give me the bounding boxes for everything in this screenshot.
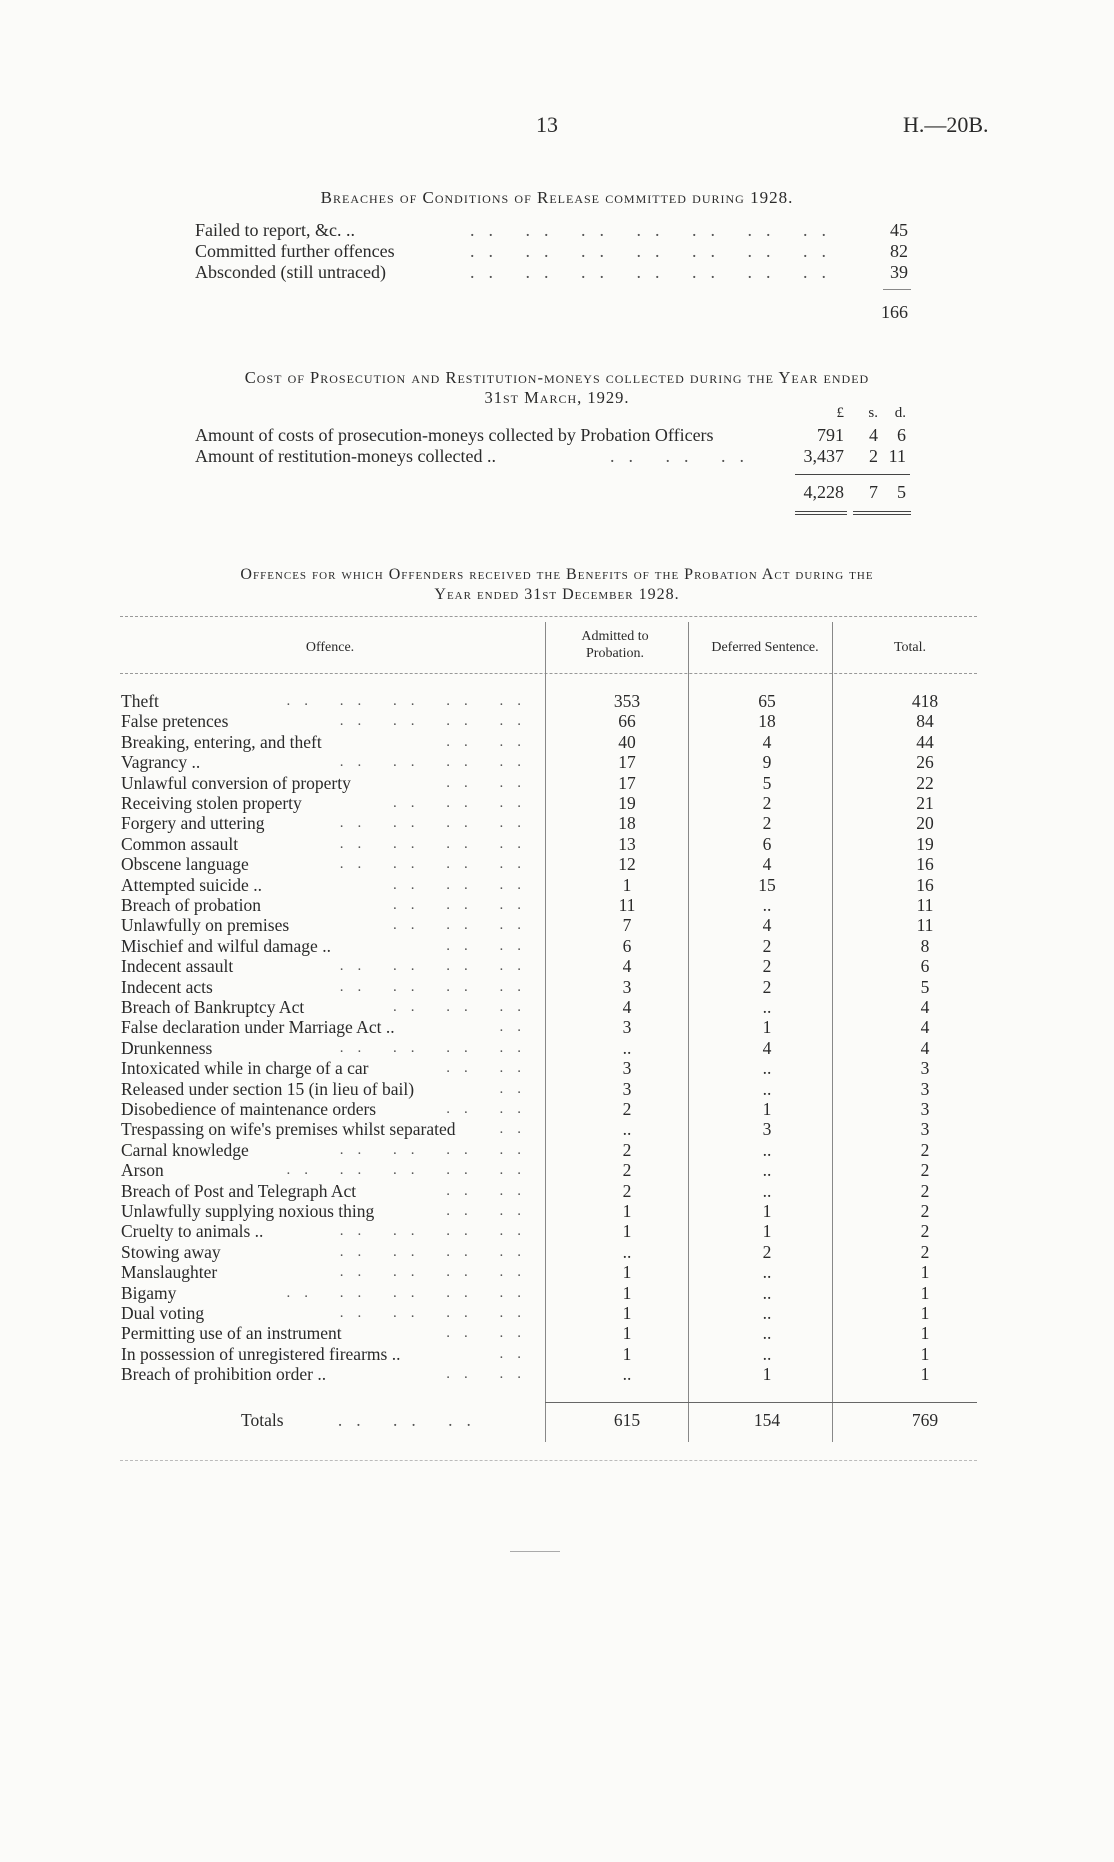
leader-dots: .. .. .. .. bbox=[339, 856, 535, 873]
offence-name: Dual voting bbox=[121, 1303, 205, 1323]
table-row bbox=[121, 1079, 941, 1099]
cost-pence: 11 bbox=[888, 446, 906, 466]
offences-title-line2: Year ended 31st December 1928. bbox=[434, 586, 680, 603]
admitted-value: 7 bbox=[622, 915, 632, 936]
table-row bbox=[121, 956, 941, 976]
deferred-value: 18 bbox=[758, 711, 776, 732]
col-header-offence: Offence. bbox=[305, 640, 355, 655]
table-row bbox=[121, 997, 941, 1017]
offence-name: Common assault bbox=[121, 833, 239, 854]
deferred-value: .. bbox=[762, 895, 772, 915]
cost-pence: 6 bbox=[897, 425, 906, 445]
leader-dots: .. .. .. .. bbox=[339, 713, 535, 730]
breaches-total-rule bbox=[883, 289, 911, 290]
leader-dots: .. .. .. .. bbox=[339, 1223, 535, 1240]
deferred-value: 1 bbox=[762, 1017, 772, 1038]
admitted-value: 66 bbox=[618, 711, 636, 732]
total-value: 4 bbox=[920, 1037, 930, 1058]
leader-dots: .. .. .. .. bbox=[339, 1264, 535, 1281]
total-value: 4 bbox=[920, 1017, 930, 1038]
leader-dots: .. .. .. bbox=[393, 999, 535, 1015]
total-value: 2 bbox=[920, 1180, 930, 1201]
costs-title-line2: 31st March, 1929. bbox=[484, 388, 630, 407]
deferred-value: .. bbox=[762, 1343, 772, 1364]
deferred-value: 3 bbox=[762, 1119, 772, 1140]
offence-name: Carnal knowledge bbox=[121, 1139, 249, 1160]
admitted-value: 3 bbox=[622, 1017, 632, 1038]
admitted-value: .. bbox=[622, 1119, 632, 1140]
offence-name: Arson bbox=[121, 1160, 164, 1181]
deferred-value: 2 bbox=[762, 976, 772, 997]
breaches-total: 166 bbox=[881, 302, 908, 322]
totals-label: Totals .. .. .. bbox=[241, 1410, 485, 1430]
leader-dots: .. .. .. .. bbox=[339, 1305, 535, 1321]
end-rule bbox=[510, 1551, 560, 1552]
table-row bbox=[121, 752, 941, 772]
table-row bbox=[121, 1344, 941, 1364]
leader-dots: .. .. .. .. bbox=[339, 958, 535, 975]
costs-total-pence: 5 bbox=[897, 482, 906, 502]
offence-name: Stowing away bbox=[121, 1241, 221, 1262]
table-row bbox=[121, 1099, 941, 1119]
admitted-value: 2 bbox=[622, 1099, 632, 1119]
admitted-value: 2 bbox=[622, 1139, 632, 1160]
deferred-value: 4 bbox=[762, 1037, 772, 1058]
leader-dots: .. .. .. .. bbox=[339, 815, 535, 832]
pounds-header: £ bbox=[836, 405, 844, 421]
costs-subtotal-rule bbox=[795, 474, 910, 475]
admitted-value: 17 bbox=[618, 772, 636, 793]
deferred-value: 2 bbox=[762, 935, 772, 956]
table-row bbox=[121, 936, 941, 956]
deferred-value: .. bbox=[762, 1160, 772, 1181]
document-reference: H.—20B. bbox=[903, 112, 989, 137]
offence-name: Drunkenness bbox=[121, 1037, 213, 1058]
total-value: 1 bbox=[920, 1364, 930, 1385]
breach-label: Absconded (still untraced) bbox=[195, 262, 386, 282]
leader-dots: .. .. bbox=[446, 774, 535, 791]
offence-name: False declaration under Marriage Act .. bbox=[121, 1017, 395, 1038]
admitted-value: 19 bbox=[618, 793, 636, 813]
total-value: 4 bbox=[920, 997, 930, 1017]
total-value: 11 bbox=[916, 895, 934, 915]
breach-label: Failed to report, &c. .. bbox=[195, 220, 355, 240]
deferred-value: 2 bbox=[762, 813, 772, 834]
admitted-value: 40 bbox=[618, 731, 636, 752]
breach-value: 82 bbox=[890, 241, 908, 261]
leader-dots: .. .. bbox=[446, 1182, 535, 1199]
offence-name: In possession of unregistered firearms .. bbox=[121, 1343, 401, 1364]
leader-dots: .. .. .. bbox=[610, 446, 758, 466]
table-row bbox=[121, 1181, 941, 1201]
deferred-value: 1 bbox=[762, 1364, 772, 1385]
breach-value: 45 bbox=[890, 220, 908, 240]
leader-dots: .. .. .. .. .. bbox=[286, 1284, 535, 1301]
total-value: 2 bbox=[920, 1221, 930, 1242]
leader-dots: .. .. .. bbox=[393, 897, 535, 913]
offence-name: Bigamy bbox=[121, 1282, 177, 1303]
offence-name: Breach of Bankruptcy Act bbox=[121, 997, 305, 1017]
totals-total: 769 bbox=[911, 1410, 939, 1430]
admitted-value: 2 bbox=[622, 1180, 632, 1201]
pence-header: d. bbox=[894, 405, 906, 421]
leader-dots: .. .. .. bbox=[393, 876, 535, 893]
totals-rule bbox=[545, 1402, 977, 1403]
table-row bbox=[121, 854, 941, 874]
leader-dots: .. bbox=[499, 1019, 535, 1036]
table-row bbox=[121, 1221, 941, 1241]
leader-dots: .. .. .. .. bbox=[339, 754, 535, 771]
total-value: 2 bbox=[920, 1201, 930, 1221]
col-header-total: Total. bbox=[893, 640, 927, 655]
table-row bbox=[121, 1262, 941, 1282]
leader-dots: .. .. bbox=[446, 733, 535, 750]
deferred-value: 5 bbox=[762, 772, 772, 793]
table-row bbox=[121, 834, 941, 854]
costs-double-rule-2b bbox=[853, 514, 911, 515]
total-value: 1 bbox=[920, 1303, 930, 1323]
leader-dots: .. .. .. .. .. .. .. bbox=[470, 241, 840, 261]
total-value: 3 bbox=[920, 1099, 930, 1119]
cost-pounds: 3,437 bbox=[803, 446, 844, 466]
offence-name: Mischief and wilful damage .. bbox=[121, 935, 331, 956]
offence-name: Breach of Post and Telegraph Act bbox=[121, 1180, 357, 1201]
leader-dots: .. .. .. .. bbox=[339, 1141, 535, 1158]
total-value: 22 bbox=[916, 772, 934, 793]
cost-label: Amount of restitution-moneys collected .. bbox=[195, 446, 496, 466]
leader-dots: .. .. .. .. .. bbox=[286, 693, 535, 709]
costs-total-shillings: 7 bbox=[869, 482, 878, 502]
table-bottom-rule bbox=[120, 1460, 977, 1461]
admitted-value: 18 bbox=[618, 813, 636, 834]
offence-name: Released under section 15 (in lieu of bail) bbox=[121, 1078, 415, 1099]
total-value: 3 bbox=[920, 1078, 930, 1099]
table-row bbox=[121, 1364, 941, 1384]
admitted-value: 1 bbox=[622, 1221, 632, 1242]
total-value: 20 bbox=[916, 813, 934, 834]
admitted-value: 17 bbox=[618, 752, 636, 773]
leader-dots: .. .. bbox=[446, 1366, 535, 1383]
deferred-value: .. bbox=[762, 1058, 772, 1079]
total-value: 16 bbox=[916, 854, 934, 875]
cost-shillings: 4 bbox=[869, 425, 878, 445]
leader-dots: .. .. .. .. bbox=[339, 978, 535, 995]
offence-name: Obscene language bbox=[121, 854, 249, 875]
breach-label: Committed further offences bbox=[195, 241, 395, 261]
leader-dots: .. .. bbox=[446, 1325, 535, 1342]
total-value: 11 bbox=[916, 915, 934, 936]
total-value: 1 bbox=[920, 1343, 930, 1364]
offence-name: Breach of prohibition order .. bbox=[121, 1364, 327, 1385]
deferred-value: .. bbox=[762, 1139, 772, 1160]
total-value: 3 bbox=[920, 1058, 930, 1079]
table-row bbox=[121, 875, 941, 895]
deferred-value: 6 bbox=[762, 833, 772, 854]
deferred-value: .. bbox=[762, 1180, 772, 1201]
breach-value: 39 bbox=[890, 262, 908, 282]
total-value: 2 bbox=[920, 1160, 930, 1181]
table-row bbox=[121, 895, 941, 915]
admitted-value: .. bbox=[622, 1241, 632, 1262]
admitted-value: 1 bbox=[622, 1343, 632, 1364]
col-header-admitted: Admitted to Probation. bbox=[581, 629, 649, 661]
offence-name: Breach of probation bbox=[121, 895, 261, 915]
table-row bbox=[121, 1323, 941, 1343]
deferred-value: 4 bbox=[762, 915, 772, 936]
offence-name: Attempted suicide .. bbox=[121, 874, 262, 895]
admitted-value: 6 bbox=[622, 935, 632, 956]
admitted-value: 1 bbox=[622, 1201, 632, 1221]
deferred-value: .. bbox=[762, 997, 772, 1017]
table-row bbox=[121, 711, 941, 731]
total-value: 44 bbox=[916, 731, 934, 752]
total-value: 6 bbox=[920, 956, 930, 977]
leader-dots: .. bbox=[499, 1345, 535, 1362]
admitted-value: 1 bbox=[622, 874, 632, 895]
admitted-value: 3 bbox=[622, 1078, 632, 1099]
admitted-value: .. bbox=[622, 1037, 632, 1058]
table-row bbox=[121, 977, 941, 997]
table-row bbox=[121, 915, 941, 935]
table-row bbox=[121, 1201, 941, 1221]
costs-double-rule-1a bbox=[795, 511, 847, 512]
table-row bbox=[121, 1160, 941, 1180]
total-value: 84 bbox=[916, 711, 934, 732]
admitted-value: 12 bbox=[618, 854, 636, 875]
offence-name: Intoxicated while in charge of a car bbox=[121, 1058, 369, 1079]
total-value: 19 bbox=[916, 833, 934, 854]
leader-dots: .. .. .. .. .. .. .. bbox=[470, 262, 840, 282]
total-value: 1 bbox=[920, 1262, 930, 1283]
deferred-value: 15 bbox=[758, 874, 776, 895]
deferred-value: 2 bbox=[762, 793, 772, 813]
table-row bbox=[121, 793, 941, 813]
admitted-value: 1 bbox=[622, 1303, 632, 1323]
totals-admitted: 615 bbox=[613, 1410, 641, 1430]
offence-name: Manslaughter bbox=[121, 1262, 218, 1283]
breaches-title: Breaches of Conditions of Release committed during 1928. bbox=[320, 188, 794, 207]
total-value: 21 bbox=[916, 793, 934, 813]
deferred-value: 4 bbox=[762, 854, 772, 875]
table-row bbox=[121, 1058, 941, 1078]
leader-dots: .. .. bbox=[446, 937, 535, 954]
total-value: 2 bbox=[920, 1139, 930, 1160]
offence-name: Trespassing on wife's premises whilst separated bbox=[121, 1119, 456, 1140]
offence-name: Unlawfully supplying noxious thing bbox=[121, 1201, 375, 1221]
table-row bbox=[121, 1038, 941, 1058]
leader-dots: .. .. .. .. .. bbox=[286, 1162, 535, 1179]
admitted-value: 13 bbox=[618, 833, 636, 854]
table-row bbox=[121, 732, 941, 752]
offence-name: False pretences bbox=[121, 711, 229, 732]
total-value: 2 bbox=[920, 1241, 930, 1262]
deferred-value: 1 bbox=[762, 1221, 772, 1242]
table-row bbox=[121, 1119, 941, 1139]
costs-double-rule-1b bbox=[795, 514, 847, 515]
offence-name: Unlawful conversion of property bbox=[121, 772, 351, 793]
offence-name: Receiving stolen property bbox=[121, 793, 302, 813]
total-value: 5 bbox=[920, 976, 930, 997]
table-top-rule bbox=[120, 616, 977, 617]
leader-dots: .. .. .. .. bbox=[339, 1039, 535, 1056]
deferred-value: 9 bbox=[762, 752, 772, 773]
total-value: 16 bbox=[916, 874, 934, 895]
offence-name: Permitting use of an instrument bbox=[121, 1323, 342, 1344]
offence-name: Theft bbox=[121, 691, 159, 711]
admitted-value: 1 bbox=[622, 1323, 632, 1344]
admitted-value: .. bbox=[622, 1364, 632, 1385]
offence-name: Unlawfully on premises bbox=[121, 915, 290, 936]
table-row bbox=[121, 813, 941, 833]
leader-dots: .. .. bbox=[446, 1060, 535, 1077]
totals-row bbox=[121, 1410, 941, 1430]
table-row bbox=[121, 1303, 941, 1323]
deferred-value: 2 bbox=[762, 956, 772, 977]
offence-name: Disobedience of maintenance orders bbox=[121, 1099, 377, 1119]
leader-dots: .. .. .. .. .. .. .. bbox=[470, 220, 840, 240]
offences-title-line1: Offences for which Offenders received the Benefits of the Probation Act during the bbox=[240, 566, 874, 583]
total-value: 1 bbox=[920, 1323, 930, 1344]
deferred-value: 65 bbox=[758, 691, 776, 711]
leader-dots: .. .. .. bbox=[393, 795, 535, 811]
leader-dots: .. bbox=[499, 1080, 535, 1097]
offence-name: Cruelty to animals .. bbox=[121, 1221, 264, 1242]
offence-name: Forgery and uttering bbox=[121, 813, 265, 834]
admitted-value: 4 bbox=[622, 997, 632, 1017]
admitted-value: 4 bbox=[622, 956, 632, 977]
costs-total-pounds: 4,228 bbox=[803, 482, 844, 502]
deferred-value: .. bbox=[762, 1323, 772, 1344]
total-value: 26 bbox=[916, 752, 934, 773]
leader-dots: .. .. bbox=[446, 1203, 535, 1219]
leader-dots: .. .. .. .. bbox=[339, 1243, 535, 1260]
admitted-value: 1 bbox=[622, 1282, 632, 1303]
costs-title-line1: Cost of Prosecution and Restitution-moneys collected during the Year ended bbox=[244, 368, 870, 387]
shillings-header: s. bbox=[868, 405, 878, 421]
table-row bbox=[121, 773, 941, 793]
cost-label: Amount of costs of prosecution-moneys collected by Probation Officers bbox=[195, 425, 714, 445]
admitted-value: 3 bbox=[622, 976, 632, 997]
costs-double-rule-2a bbox=[853, 511, 911, 512]
cost-pounds: 791 bbox=[817, 425, 844, 445]
table-row bbox=[121, 1017, 941, 1037]
total-value: 3 bbox=[920, 1119, 930, 1140]
total-value: 8 bbox=[920, 935, 930, 956]
admitted-value: 3 bbox=[622, 1058, 632, 1079]
table-row bbox=[121, 1283, 941, 1303]
totals-deferred: 154 bbox=[753, 1410, 781, 1430]
total-value: 418 bbox=[911, 691, 939, 711]
admitted-value: 1 bbox=[622, 1262, 632, 1283]
table-row bbox=[121, 1242, 941, 1262]
deferred-value: 2 bbox=[762, 1241, 772, 1262]
offence-name: Indecent assault bbox=[121, 956, 234, 977]
admitted-value: 2 bbox=[622, 1160, 632, 1181]
leader-dots: .. .. .. .. bbox=[339, 835, 535, 852]
cost-shillings: 2 bbox=[869, 446, 878, 466]
deferred-value: 1 bbox=[762, 1099, 772, 1119]
deferred-value: 4 bbox=[762, 731, 772, 752]
deferred-value: .. bbox=[762, 1282, 772, 1303]
deferred-value: 1 bbox=[762, 1201, 772, 1221]
offence-name: Breaking, entering, and theft bbox=[121, 731, 322, 752]
leader-dots: .. bbox=[499, 1121, 535, 1138]
col-header-deferred: Deferred Sentence. bbox=[711, 640, 819, 655]
leader-dots: .. .. bbox=[446, 1101, 535, 1117]
total-value: 1 bbox=[920, 1282, 930, 1303]
table-row bbox=[121, 1140, 941, 1160]
admitted-value: 11 bbox=[618, 895, 636, 915]
leader-dots: .. .. .. bbox=[393, 917, 535, 934]
offence-name: Indecent acts bbox=[121, 976, 213, 997]
table-header-rule bbox=[120, 673, 977, 674]
deferred-value: .. bbox=[762, 1262, 772, 1283]
deferred-value: .. bbox=[762, 1303, 772, 1323]
admitted-value: 353 bbox=[613, 691, 641, 711]
offence-name: Vagrancy .. bbox=[121, 752, 201, 773]
page-number: 13 bbox=[536, 112, 558, 137]
deferred-value: .. bbox=[762, 1078, 772, 1099]
table-row bbox=[121, 691, 941, 711]
